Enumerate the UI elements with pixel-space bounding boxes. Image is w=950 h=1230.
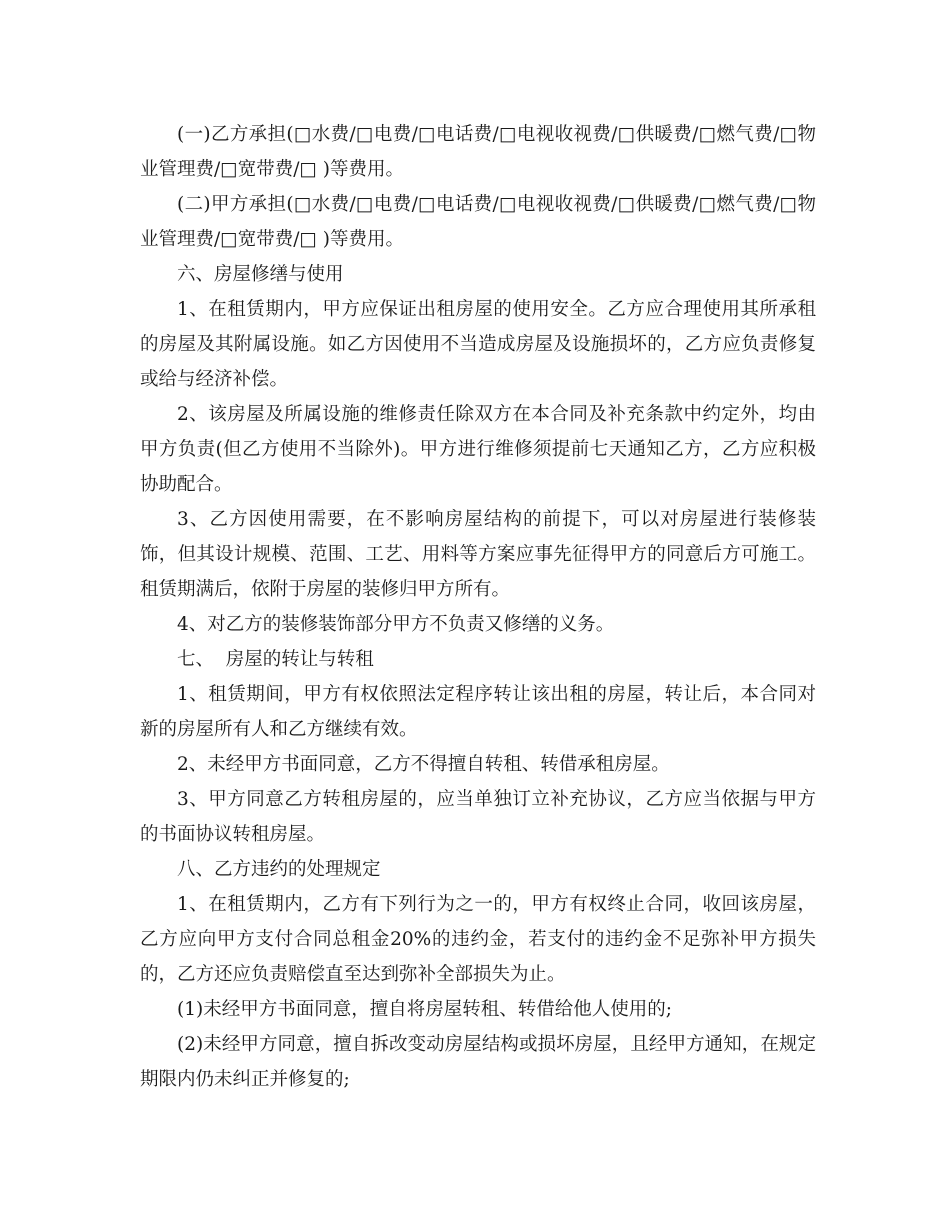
clause-transfer-1: 1、租赁期间，甲方有权依照法定程序转让该出租的房屋，转让后，本合同对新的房屋所有人和乙方继续有效。 xyxy=(140,684,816,740)
clause-breach-1-item-1: (1)未经甲方书面同意，擅自将房屋转租、转借给他人使用的; xyxy=(177,999,672,1020)
clause-utilities-landlord: (二)甲方承担(□水费/□电费/□电话费/□电视收视费/□供暖费/□燃气费/□物业管理费/□宽带费/□ )等费用。 xyxy=(140,194,816,250)
clause-breach-1-item-2: (2)未经甲方同意，擅自拆改变动房屋结构或损坏房屋，且经甲方通知，在规定期限内仍未纠正并修复的; xyxy=(140,1034,816,1090)
clause-utilities-tenant: (一)乙方承担(□水费/□电费/□电话费/□电视收视费/□供暖费/□燃气费/□物业管理费/□宽带费/□ )等费用。 xyxy=(140,124,816,180)
clause-repair-1: 1、在租赁期内，甲方应保证出租房屋的使用安全。乙方应合理使用其所承租的房屋及其附属设施。如乙方因使用不当造成房屋及设施损坏的，乙方应负责修复或给与经济补偿。 xyxy=(140,299,816,390)
section-heading-breach: 八、乙方违约的处理规定 xyxy=(177,859,381,880)
clause-transfer-3: 3、甲方同意乙方转租房屋的，应当单独订立补充协议，乙方应当依据与甲方的书面协议转租房屋。 xyxy=(140,789,816,845)
section-heading-transfer: 七、 房屋的转让与转租 xyxy=(177,649,374,670)
clause-repair-3: 3、乙方因使用需要，在不影响房屋结构的前提下，可以对房屋进行装修装饰，但其设计规模、范围、工艺、用料等方案应事先征得甲方的同意后方可施工。租赁期满后，依附于房屋的装修归甲方所有。 xyxy=(140,509,816,600)
clause-breach-1: 1、在租赁期内，乙方有下列行为之一的，甲方有权终止合同，收回该房屋，乙方应向甲方支付合同总租金20%的违约金，若支付的违约金不足弥补甲方损失的，乙方还应负责赔偿直至达到弥补全部损失为止。 xyxy=(140,894,816,985)
clause-repair-2: 2、该房屋及所属设施的维修责任除双方在本合同及补充条款中约定外，均由甲方负责(但乙方使用不当除外)。甲方进行维修须提前七天通知乙方，乙方应积极协助配合。 xyxy=(140,404,816,495)
section-heading-repair: 六、房屋修缮与使用 xyxy=(177,264,344,285)
clause-repair-4: 4、对乙方的装修装饰部分甲方不负责又修缮的义务。 xyxy=(177,614,615,635)
clause-transfer-2: 2、未经甲方书面同意，乙方不得擅自转租、转借承租房屋。 xyxy=(177,754,670,775)
